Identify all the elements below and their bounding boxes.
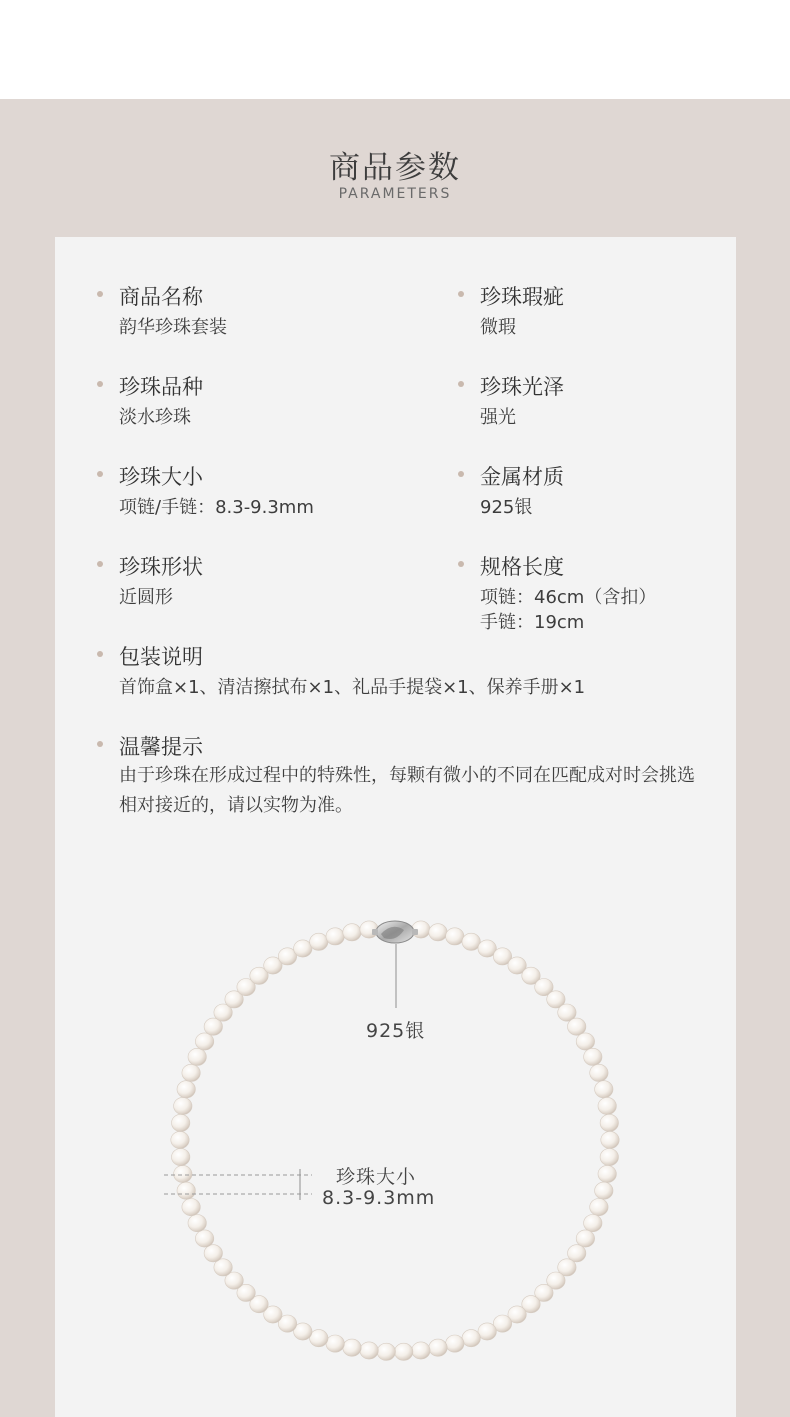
pearl — [584, 1215, 602, 1232]
pearl — [204, 1245, 222, 1262]
pearl — [446, 1335, 464, 1352]
param-label: 珍珠大小 — [119, 465, 203, 489]
pearl — [600, 1149, 618, 1166]
param-label: 商品名称 — [119, 285, 203, 309]
param-value-line1: 项链：46cm（含扣） — [480, 587, 657, 608]
pearl — [360, 1342, 378, 1359]
section-subtitle: PARAMETERS — [338, 186, 452, 202]
pearl — [174, 1165, 192, 1182]
clasp-label: 925银 — [366, 1020, 426, 1042]
param-label: 规格长度 — [480, 555, 564, 579]
pearl — [462, 1330, 480, 1347]
pearl — [429, 1339, 447, 1356]
param-label: 珍珠瑕疵 — [480, 285, 564, 309]
param-value: 项链/手链：8.3-9.3mm — [119, 497, 314, 518]
param-value: 首饰盒×1、清洁擦拭布×1、礼品手提袋×1、保养手册×1 — [119, 677, 586, 698]
pearl — [576, 1033, 594, 1050]
param-value-line2: 手链：19cm — [480, 612, 585, 633]
param-value: 由于珍珠在形成过程中的特殊性，每颗有微小的不同在匹配成对时会挑选相对接近的，请以实物为准。 — [119, 765, 695, 816]
pearl — [195, 1230, 213, 1247]
pearl — [182, 1199, 200, 1216]
param-value: 淡水珍珠 — [119, 407, 191, 428]
pearl — [171, 1131, 189, 1148]
pearl — [172, 1114, 190, 1131]
pearl — [310, 933, 328, 950]
pearl — [600, 1114, 618, 1131]
param-label: 珍珠形状 — [119, 555, 203, 579]
param-label: 珍珠品种 — [119, 375, 203, 399]
pearl — [590, 1064, 608, 1081]
pearl — [584, 1048, 602, 1065]
param-label: 包装说明 — [119, 645, 203, 669]
pearl — [174, 1097, 192, 1114]
pearl — [343, 1339, 361, 1356]
pearl — [590, 1199, 608, 1216]
clasp-icon — [372, 921, 418, 943]
pearl — [326, 1335, 344, 1352]
pearl — [343, 924, 361, 941]
pearl — [598, 1097, 616, 1114]
param-label: 温馨提示 — [119, 735, 203, 759]
pearl — [446, 928, 464, 945]
pearl — [195, 1033, 213, 1050]
pearl — [412, 1342, 430, 1359]
param-label: 珍珠光泽 — [480, 375, 564, 399]
pearl — [598, 1165, 616, 1182]
size-callout-value: 8.3-9.3mm — [322, 1187, 436, 1209]
param-value: 强光 — [480, 407, 516, 428]
pearl — [294, 940, 312, 957]
pearl — [395, 1343, 413, 1360]
pearl — [188, 1048, 206, 1065]
pearl — [310, 1330, 328, 1347]
pearl — [177, 1182, 195, 1199]
pearl — [326, 928, 344, 945]
size-callout-label: 珍珠大小 — [336, 1166, 417, 1188]
param-value: 韵华珍珠套装 — [119, 317, 227, 338]
pearl — [377, 1343, 395, 1360]
pearl — [576, 1230, 594, 1247]
pearl — [188, 1215, 206, 1232]
pearl — [601, 1131, 619, 1148]
param-value: 近圆形 — [119, 587, 173, 608]
pearl — [568, 1018, 586, 1035]
pearl — [429, 924, 447, 941]
param-value: 微瑕 — [480, 317, 516, 338]
pearl-strand — [171, 921, 619, 1361]
param-value: 925银 — [480, 497, 533, 518]
pearl — [595, 1081, 613, 1098]
pearl — [177, 1081, 195, 1098]
pearl — [172, 1149, 190, 1166]
pearl — [478, 1323, 496, 1340]
section-title: 商品参数 — [329, 150, 461, 186]
param-label: 金属材质 — [480, 465, 564, 489]
pearl — [595, 1182, 613, 1199]
pearl — [182, 1064, 200, 1081]
pearl — [462, 933, 480, 950]
